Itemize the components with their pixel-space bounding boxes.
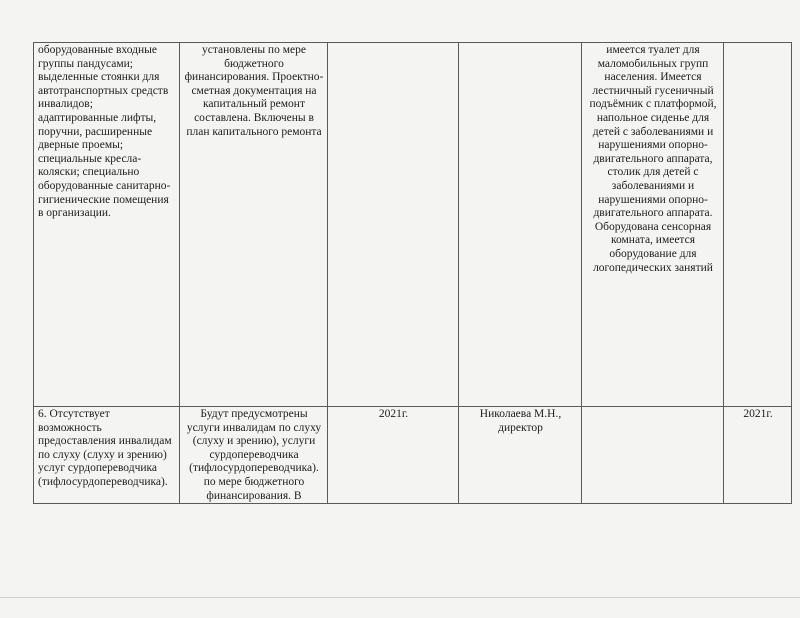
cell-barriers-list: оборудованные входные группы пандусами; выделенные стоянки для автотранспортных средств инвалидов; адаптированные лифты, поручни, расширенные дверные проемы; специальные кресла-коляски; специально оборудованные санитарно- гигиенические помещения в организации. — [34, 43, 180, 407]
cell-responsible — [459, 43, 582, 407]
cell-actual-date — [724, 43, 792, 407]
cell-responsible-6: Николаева М.Н., директор — [459, 407, 582, 504]
table-row — [34, 43, 792, 407]
cell-barrier-6: 6. Отсутствует возможность предоставления инвалидам по слуху (слуху и зрению) услуг сурдопереводчика (тифлосурдопереводчика). — [34, 407, 180, 504]
cell-result: имеется туалет для маломобильных групп населения. Имеется лестничный гусеничный подъёмник с платформой, напольное сиденье для детей с заболеваниями и нарушениями опорно-двигательного аппарата, столик для детей с заболеваниями и нарушениями опорно-двигательного аппарата. Оборудована сенсорная комната, имеется оборудование для логопедических занятий — [582, 43, 724, 407]
table-row — [34, 407, 792, 504]
cell-result-6 — [582, 407, 724, 504]
cell-deadline — [328, 43, 459, 407]
scan-artifact-line — [0, 597, 800, 598]
cell-actual-date-6: 2021г. — [724, 407, 792, 504]
cell-deadline-6: 2021г. — [328, 407, 459, 504]
cell-planned-measures-6: Будут предусмотрены услуги инвалидам по слуху (слуху и зрению), услуги сурдопереводчика (тифлосурдопереводчика). по мере бюджетного финансирования. В — [180, 407, 328, 504]
measures-table — [33, 42, 792, 504]
cell-planned-measures: установлены по мере бюджетного финансирования. Проектно-сметная документация на капитальный ремонт составлена. Включены в план капитального ремонта — [180, 43, 328, 407]
